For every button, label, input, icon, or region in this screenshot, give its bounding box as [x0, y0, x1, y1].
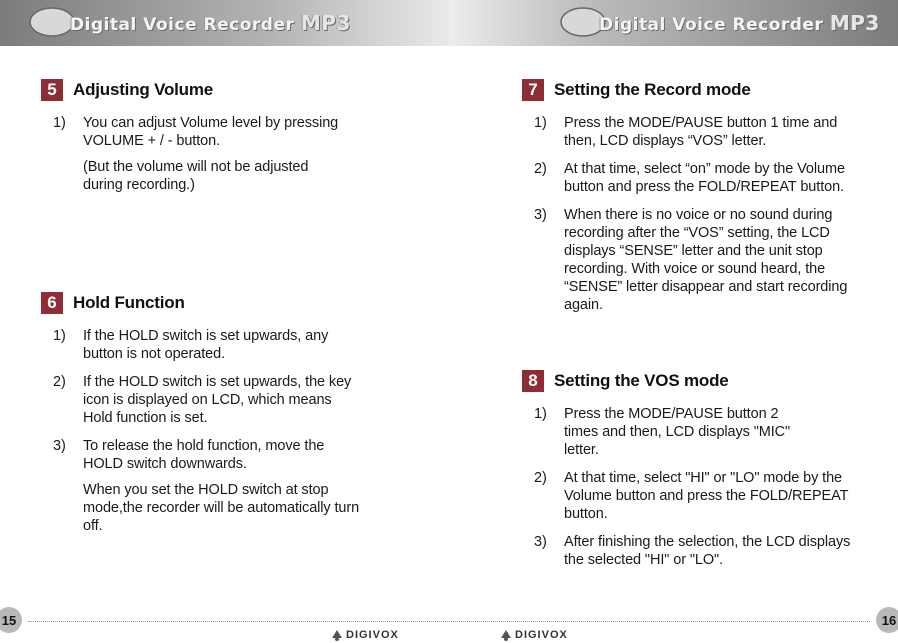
item-list [41, 327, 361, 535]
list-item: 2) At that time, select “on” mode by the Volume button and press the FOLD/REPEAT button. [534, 161, 845, 195]
footer-logo-left: DIGIVOX [330, 628, 399, 642]
list-item: 2) At that time, select "HI" or "LO" mode by the Volume button and press the FOLD/REPEAT button. [534, 470, 849, 522]
digivox-logo-icon [330, 628, 344, 642]
list-item: 3) When there is no voice or no sound during recording after the “VOS” setting, the LCD displays “SENSE” letter and the unit stop recording. With voice or sound heard, the “SENSE” letter disappear and start recording again. [534, 207, 848, 313]
section-heading [522, 370, 862, 392]
footer-logo-right: DIGIVOX [499, 628, 568, 642]
header-banner-left [0, 0, 449, 46]
section-title: Hold Function [73, 293, 185, 312]
page-number-right: 16 [876, 607, 898, 633]
list-item: 1) Press the MODE/PAUSE button 1 time and then, LCD displays “VOS” letter. [534, 115, 838, 149]
list-item: 2) If the HOLD switch is set upwards, the key icon is displayed on LCD, which means Hold function is set. [53, 374, 352, 426]
section-setting-record-mode [522, 79, 862, 324]
section-title: Adjusting Volume [73, 80, 214, 99]
list-item: 1) Press the MODE/PAUSE button 2 times and then, LCD displays "MIC" letter. [534, 406, 791, 458]
header-title-right: Digital Voice Recorder MP3 [599, 11, 880, 35]
list-item: 3) After finishing the selection, the LCD displays the selected "HI" or "LO". [534, 534, 851, 568]
header-banner-right [449, 0, 898, 46]
section-hold-function [41, 292, 361, 545]
item-list [41, 114, 371, 194]
section-heading [41, 79, 371, 101]
section-heading [522, 79, 862, 101]
section-heading [41, 292, 361, 314]
item-list [522, 405, 862, 569]
section-title: Setting the VOS mode [554, 371, 729, 390]
list-item: 1) If the HOLD switch is set upwards, any button is not operated. [53, 328, 329, 362]
page-number-left: 15 [0, 607, 22, 633]
footer-dotted-line [28, 621, 870, 622]
section-number-badge: 6 [41, 292, 63, 314]
header-title-left: Digital Voice Recorder MP3 [70, 11, 351, 35]
list-item: 3) To release the hold function, move the HOLD switch downwards. When you set the HOLD switch at stop mode,the recorder will be automatically turn off. [53, 438, 360, 534]
recorder-icon [30, 8, 74, 36]
section-number-badge: 5 [41, 79, 63, 101]
item-list [522, 114, 862, 314]
section-number-badge: 7 [522, 79, 544, 101]
list-item: 1) You can adjust Volume level by pressing VOLUME + / - button. (But the volume will not be adjusted during recording.) [53, 115, 339, 193]
section-number-badge: 8 [522, 370, 544, 392]
section-adjusting-volume [41, 79, 371, 204]
digivox-logo-icon [499, 628, 513, 642]
section-title: Setting the Record mode [554, 80, 751, 99]
section-setting-vos-mode [522, 370, 862, 579]
